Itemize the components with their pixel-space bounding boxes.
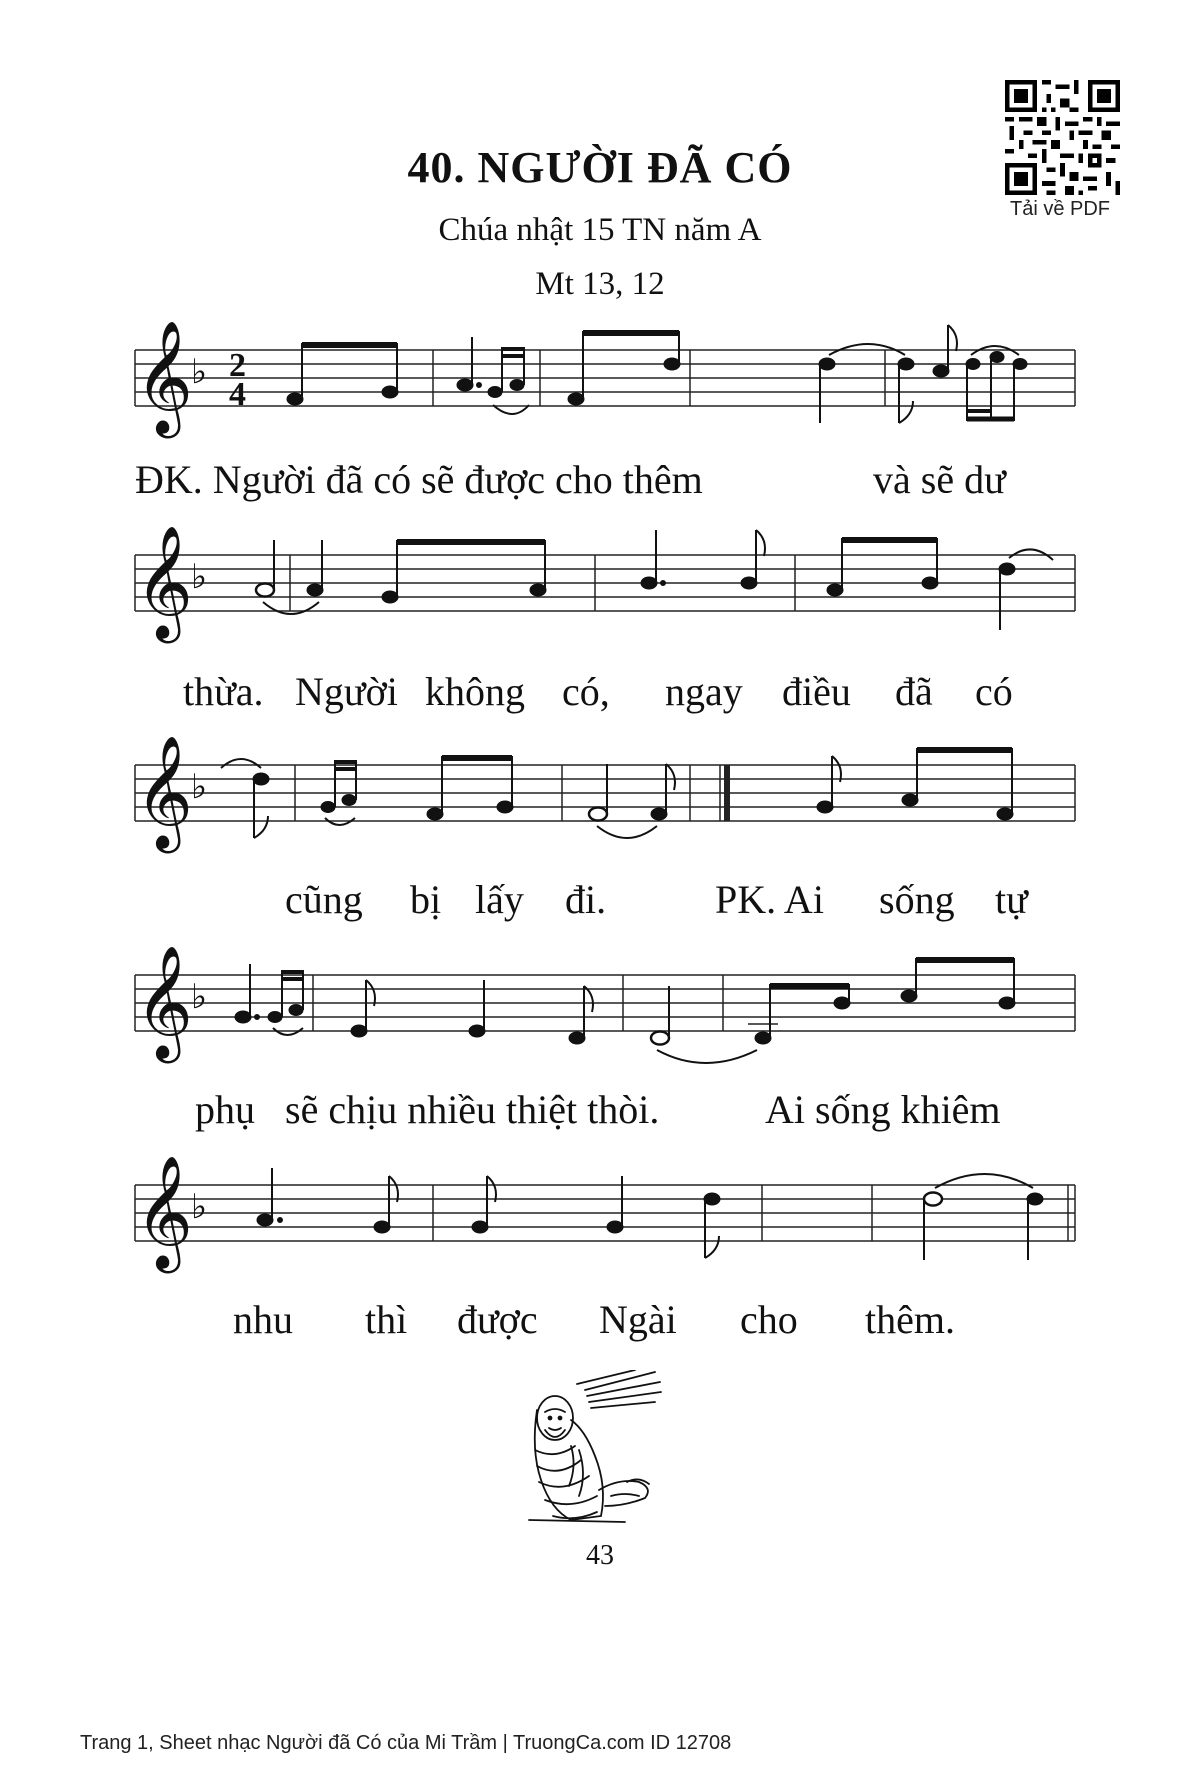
- lyric-word: thêm.: [865, 1297, 955, 1342]
- scripture-reference: Mt 13, 12: [535, 266, 665, 302]
- treble-clef-icon: 𝄞: [135, 735, 193, 849]
- treble-clef-icon: 𝄞: [135, 945, 193, 1059]
- flat-icon: ♭: [191, 977, 208, 1017]
- lyric-word: thừa.: [183, 669, 264, 714]
- lyric-word: lấy: [475, 877, 524, 922]
- flat-icon: ♭: [191, 1187, 208, 1227]
- lyric-word: phụ: [195, 1087, 255, 1132]
- lyric-word: thì: [365, 1297, 408, 1342]
- lyric-word: được: [457, 1297, 538, 1342]
- lyric-phrase: và sẽ dư: [873, 457, 1006, 502]
- flat-icon: ♭: [191, 767, 208, 807]
- flat-icon: ♭: [191, 352, 208, 392]
- lyric-word: bị: [410, 877, 442, 922]
- music-staff-1: [135, 320, 1075, 455]
- lyric-word: Ngài: [599, 1297, 677, 1342]
- qr-code-icon[interactable]: [1005, 80, 1120, 195]
- lyric-word: đã: [895, 669, 933, 714]
- time-signature-top: 2: [229, 347, 246, 384]
- lyric-word: có,: [562, 669, 610, 714]
- treble-clef-icon: 𝄞: [135, 525, 193, 639]
- lyric-word: không: [425, 669, 525, 714]
- treble-clef-icon: 𝄞: [135, 1155, 193, 1269]
- lyric-word: đi.: [565, 877, 607, 922]
- song-title: 40. NGƯỜI ĐÃ CÓ: [407, 143, 793, 192]
- lyric-word: tự: [995, 877, 1028, 922]
- lyric-word: sống: [879, 877, 955, 922]
- music-staff-4: [135, 945, 1075, 1080]
- lyric-word: có: [975, 669, 1013, 714]
- song-subtitle: Chúa nhật 15 TN năm A: [438, 212, 762, 248]
- lyric-word: điều: [782, 669, 851, 714]
- lyric-phrase: ĐK. Người đã có sẽ được cho thêm: [135, 457, 703, 502]
- footer-text[interactable]: Trang 1, Sheet nhạc Người đã Có của Mi Trầm | TruongCa.com ID 12708: [80, 1732, 732, 1754]
- lyric-word: Người: [295, 669, 398, 714]
- lyric-word: cũng: [285, 877, 363, 922]
- flat-icon: ♭: [191, 557, 208, 597]
- time-signature-bottom: 4: [229, 376, 246, 413]
- qr-caption[interactable]: Tải về PDF: [1009, 198, 1111, 220]
- music-staff-5: [135, 1155, 1075, 1290]
- music-staff-3: [135, 735, 1075, 870]
- treble-clef-icon: 𝄞: [135, 320, 193, 434]
- lyric-word: cho: [740, 1297, 798, 1342]
- lyric-word: PK. Ai: [715, 877, 824, 922]
- lyric-word: nhu: [233, 1297, 293, 1342]
- lyric-word: ngay: [665, 669, 743, 714]
- lyric-phrase: sẽ chịu nhiều thiệt thòi.: [285, 1087, 660, 1132]
- lyric-phrase: Ai sống khiêm: [765, 1087, 1001, 1132]
- music-staff-2: [135, 525, 1075, 660]
- praying-figure-illustration: [515, 1370, 665, 1530]
- page-number: 43: [586, 1540, 614, 1571]
